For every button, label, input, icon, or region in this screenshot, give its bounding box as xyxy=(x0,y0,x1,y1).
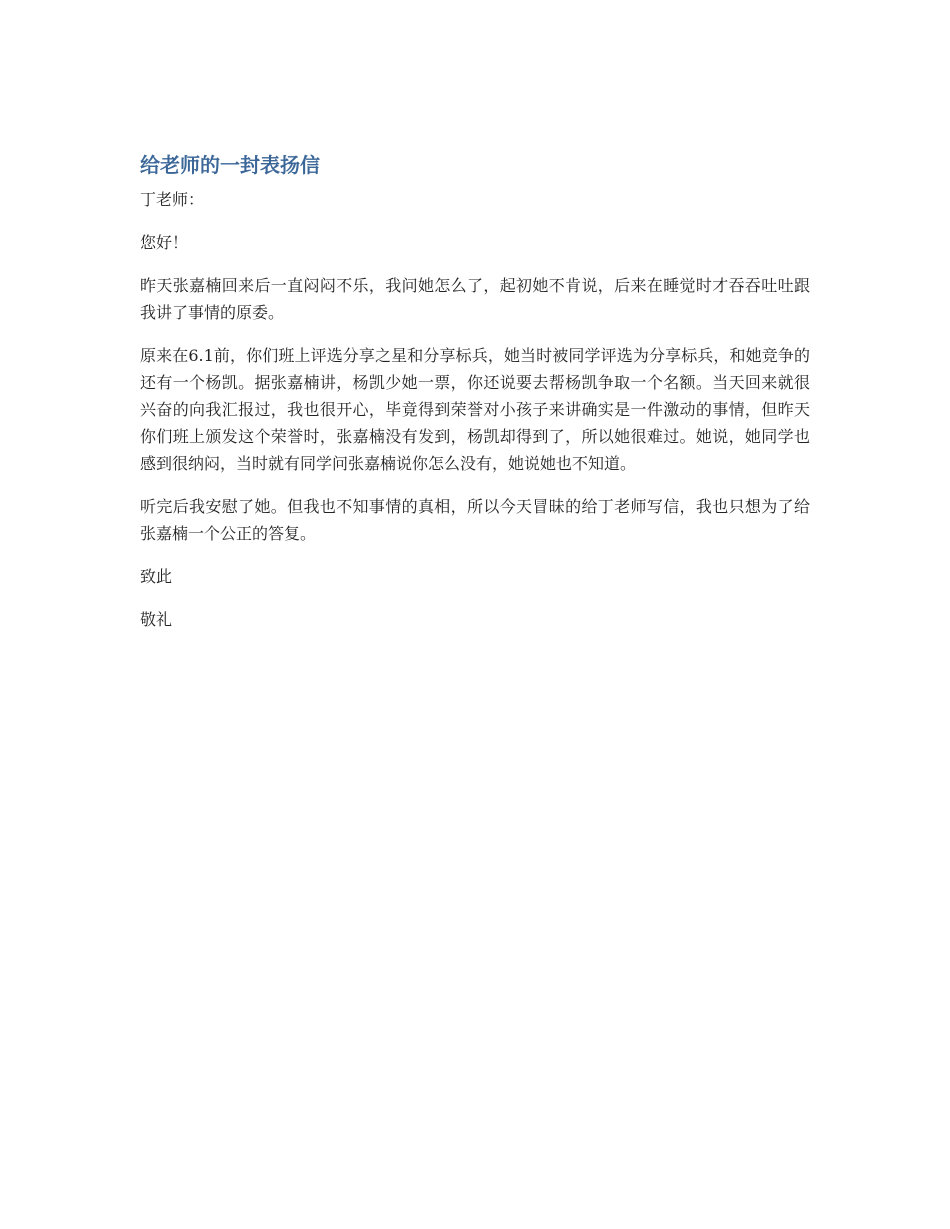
salutation: 丁老师： xyxy=(140,190,205,209)
letter-body xyxy=(140,150,810,649)
closing-line-2: 敬礼 xyxy=(140,610,173,629)
paragraph-2: 原来在6.1前，你们班上评选分享之星和分享标兵，她当时被同学评选为分享标兵，和她竞争的还有一个杨凯。据张嘉楠讲，杨凯少她一票，你还说要去帮杨凯争取一个名额。当天回来就很兴奋的向我汇报过，我也很开心，毕竟得到荣誉对小孩子来讲确实是一件激动的事情，但昨天你们班上颁发这个荣誉时，张嘉楠没有发到，杨凯却得到了，所以她很难过。她说，她同学也感到很纳闷，当时就有同学问张嘉楠说你怎么没有，她说她也不知道。 xyxy=(140,346,810,473)
paragraph-1: 昨天张嘉楠回来后一直闷闷不乐，我问她怎么了，起初她不肯说，后来在睡觉时才吞吞吐吐跟我讲了事情的原委。 xyxy=(140,276,810,322)
closing-line-1: 致此 xyxy=(140,567,173,586)
document-title: 给老师的一封表扬信 xyxy=(140,153,320,177)
greeting: 您好！ xyxy=(140,233,189,252)
paragraph-3: 听完后我安慰了她。但我也不知事情的真相，所以今天冒昧的给丁老师写信，我也只想为了给张嘉楠一个公正的答复。 xyxy=(140,497,810,543)
